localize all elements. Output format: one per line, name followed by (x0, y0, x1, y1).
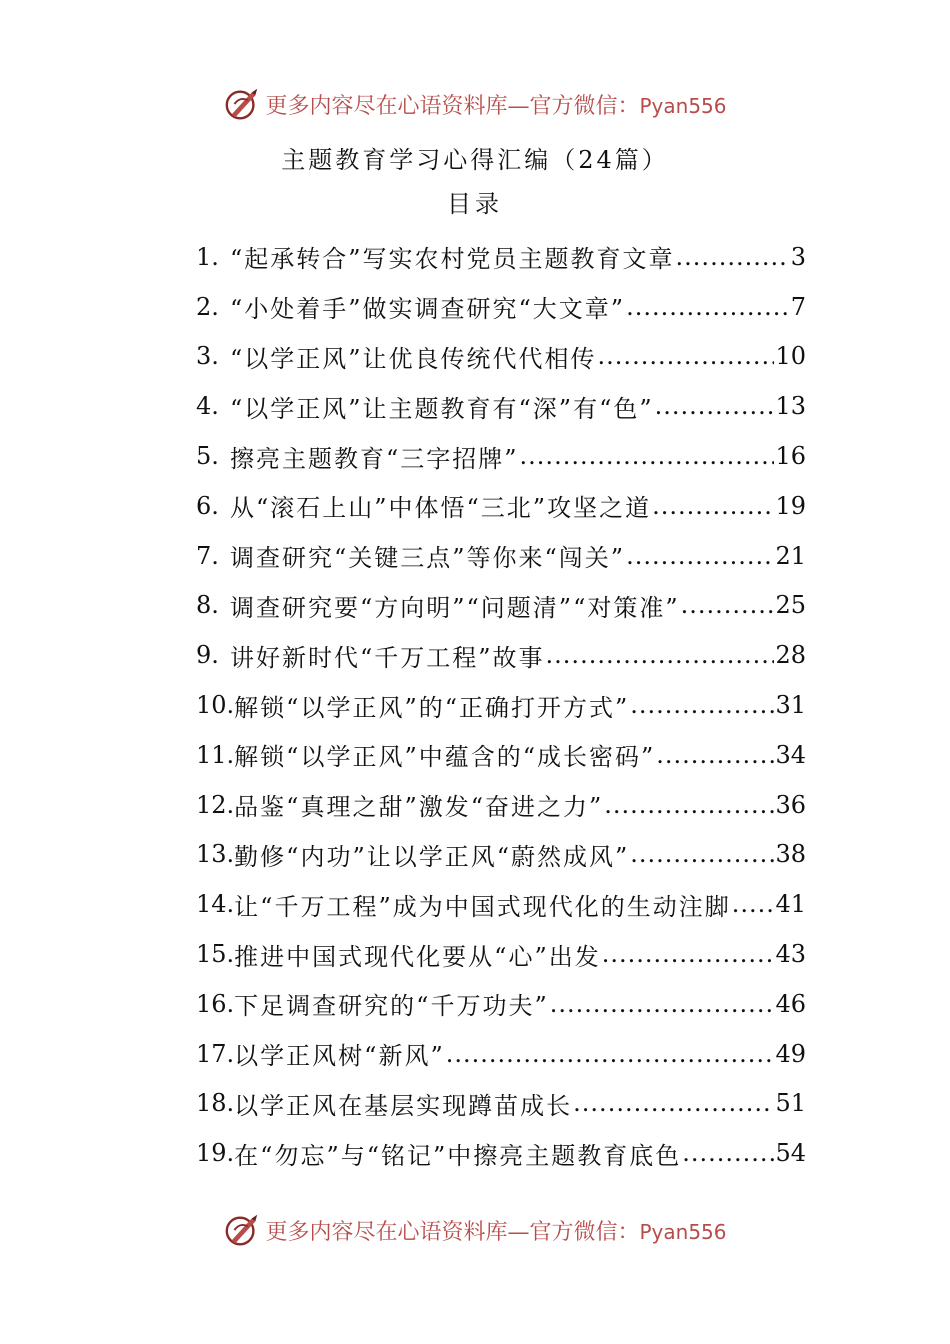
toc-entry-title: 以学正风树“新风” (234, 1042, 445, 1071)
toc-entry[interactable] (196, 780, 806, 830)
toc-entry-number: 16. (196, 989, 235, 1018)
toc-entry-page: 21 (775, 541, 806, 570)
toc-entry[interactable] (196, 282, 806, 332)
toc-entry-title: 品鉴“真理之甜”激发“奋进之力” (234, 793, 604, 822)
toc-entry-title: 解锁“以学正风”中蕴含的“成长密码” (234, 743, 656, 772)
toc-entry[interactable] (196, 1079, 806, 1129)
toc-entry-page: 41 (775, 890, 806, 919)
toc-entry[interactable] (196, 431, 806, 481)
toc-leader-dots (446, 1040, 775, 1068)
toc-entry-page: 13 (775, 392, 806, 421)
toc-entry-number: 12. (196, 790, 235, 819)
toc-entry[interactable] (196, 830, 806, 880)
toc-entry-page: 43 (775, 940, 806, 969)
toc-entry[interactable] (196, 332, 806, 382)
toc-leader-dots (573, 1089, 774, 1117)
toc-entry[interactable] (196, 232, 806, 282)
table-of-contents (196, 232, 806, 1178)
toc-leader-dots (630, 691, 774, 719)
pen-logo-icon (223, 85, 261, 123)
toc-entry-number: 8. (196, 591, 219, 620)
toc-entry-number: 9. (196, 641, 219, 670)
toc-leader-dots (655, 392, 775, 420)
watermark-promo: 更多内容尽在心语资料库—官方微信： (265, 1219, 640, 1245)
toc-entry-title: 从“滚石上山”中体悟“三北”攻坚之道 (230, 494, 652, 523)
toc-entry-number: 5. (196, 442, 219, 471)
toc-entry[interactable] (196, 581, 806, 631)
toc-leader-dots (604, 791, 774, 819)
toc-heading: 目录 (447, 190, 503, 218)
toc-leader-dots (626, 293, 790, 321)
toc-entry-title: 调查研究“关键三点”等你来“闯关” (230, 544, 626, 573)
pen-logo-icon (223, 1211, 261, 1249)
toc-entry-title: 擦亮主题教育“三字招牌” (230, 444, 519, 473)
toc-entry[interactable] (196, 630, 806, 680)
toc-entry-number: 17. (196, 1039, 235, 1068)
toc-leader-dots (630, 840, 774, 868)
toc-entry-page: 7 (790, 292, 806, 321)
toc-entry-number: 19. (196, 1139, 235, 1168)
toc-entry-number: 3. (196, 342, 219, 371)
toc-entry-number: 14. (196, 890, 235, 919)
watermark-promo: 更多内容尽在心语资料库—官方微信： (265, 93, 640, 119)
toc-entry[interactable] (196, 381, 806, 431)
toc-leader-dots (520, 442, 775, 470)
toc-entry-number: 1. (196, 242, 219, 271)
toc-leader-dots (550, 990, 775, 1018)
toc-entry-title: “以学正风”让优良传统代代相传 (230, 344, 597, 373)
header-watermark (0, 82, 950, 126)
toc-entry-page: 38 (775, 840, 806, 869)
toc-entry-page: 25 (775, 591, 806, 620)
footer-watermark (0, 1208, 950, 1252)
toc-leader-dots (732, 890, 775, 918)
toc-entry-title: “起承转合”写实农村党员主题教育文章 (230, 245, 675, 274)
toc-entry[interactable] (196, 1128, 806, 1178)
toc-entry-page: 49 (775, 1039, 806, 1068)
toc-leader-dots (682, 1139, 774, 1167)
toc-entry-title: “以学正风”让主题教育有“深”有“色” (230, 394, 654, 423)
toc-entry[interactable] (196, 531, 806, 581)
toc-entry[interactable] (196, 1029, 806, 1079)
toc-entry-title: 推进中国式现代化要从“心”出发 (234, 942, 601, 971)
toc-entry-page: 34 (775, 740, 806, 769)
toc-entry-title: 下足调查研究的“千万功夫” (234, 992, 549, 1021)
watermark-text (265, 1215, 726, 1246)
watermark-wechat-id: Pyan556 (639, 93, 727, 118)
toc-entry-title: 让“千万工程”成为中国式现代化的生动注脚 (234, 892, 731, 921)
toc-entry-page: 36 (775, 790, 806, 819)
toc-entry-page: 19 (775, 491, 806, 520)
toc-entry[interactable] (196, 979, 806, 1029)
toc-entry[interactable] (196, 680, 806, 730)
toc-entry-title: 在“勿忘”与“铭记”中擦亮主题教育底色 (234, 1141, 682, 1170)
toc-entry-page: 46 (775, 989, 806, 1018)
toc-entry-page: 54 (775, 1139, 806, 1168)
toc-entry[interactable] (196, 481, 806, 531)
toc-entry-number: 7. (196, 541, 219, 570)
document-title: 主题教育学习心得汇编（24篇） (281, 146, 669, 174)
toc-leader-dots (626, 542, 774, 570)
toc-leader-dots (676, 243, 790, 271)
toc-entry-title: 勤修“内功”让以学正风“蔚然成风” (234, 842, 630, 871)
toc-leader-dots (602, 940, 775, 968)
toc-entry-number: 11. (196, 740, 235, 769)
toc-entry[interactable] (196, 879, 806, 929)
toc-leader-dots (546, 641, 775, 669)
watermark-wechat-id: Pyan556 (639, 1219, 727, 1244)
toc-entry-page: 3 (790, 242, 806, 271)
toc-entry-number: 18. (196, 1089, 235, 1118)
toc-leader-dots (656, 741, 774, 769)
toc-entry-number: 6. (196, 491, 219, 520)
toc-entry-title: 解锁“以学正风”的“正确打开方式” (234, 693, 630, 722)
toc-entry-page: 51 (775, 1089, 806, 1118)
toc-entry-page: 16 (775, 442, 806, 471)
toc-entry-number: 4. (196, 392, 219, 421)
toc-entry-number: 13. (196, 840, 235, 869)
toc-leader-dots (652, 492, 774, 520)
toc-entry-number: 10. (196, 691, 235, 720)
toc-entry-number: 2. (196, 292, 219, 321)
toc-entry[interactable] (196, 730, 806, 780)
toc-entry-page: 28 (775, 641, 806, 670)
toc-entry-title: 讲好新时代“千万工程”故事 (230, 643, 545, 672)
toc-leader-dots (681, 591, 775, 619)
toc-entry-page: 31 (775, 691, 806, 720)
toc-entry-number: 15. (196, 940, 235, 969)
toc-entry[interactable] (196, 929, 806, 979)
toc-entry-title: 以学正风在基层实现蹲苗成长 (234, 1091, 573, 1120)
watermark-text (265, 89, 726, 120)
toc-entry-title: 调查研究要“方向明”“问题清”“对策准” (230, 593, 680, 622)
toc-entry-title: “小处着手”做实调查研究“大文章” (230, 295, 626, 324)
toc-leader-dots (598, 342, 775, 370)
toc-entry-page: 10 (775, 342, 806, 371)
